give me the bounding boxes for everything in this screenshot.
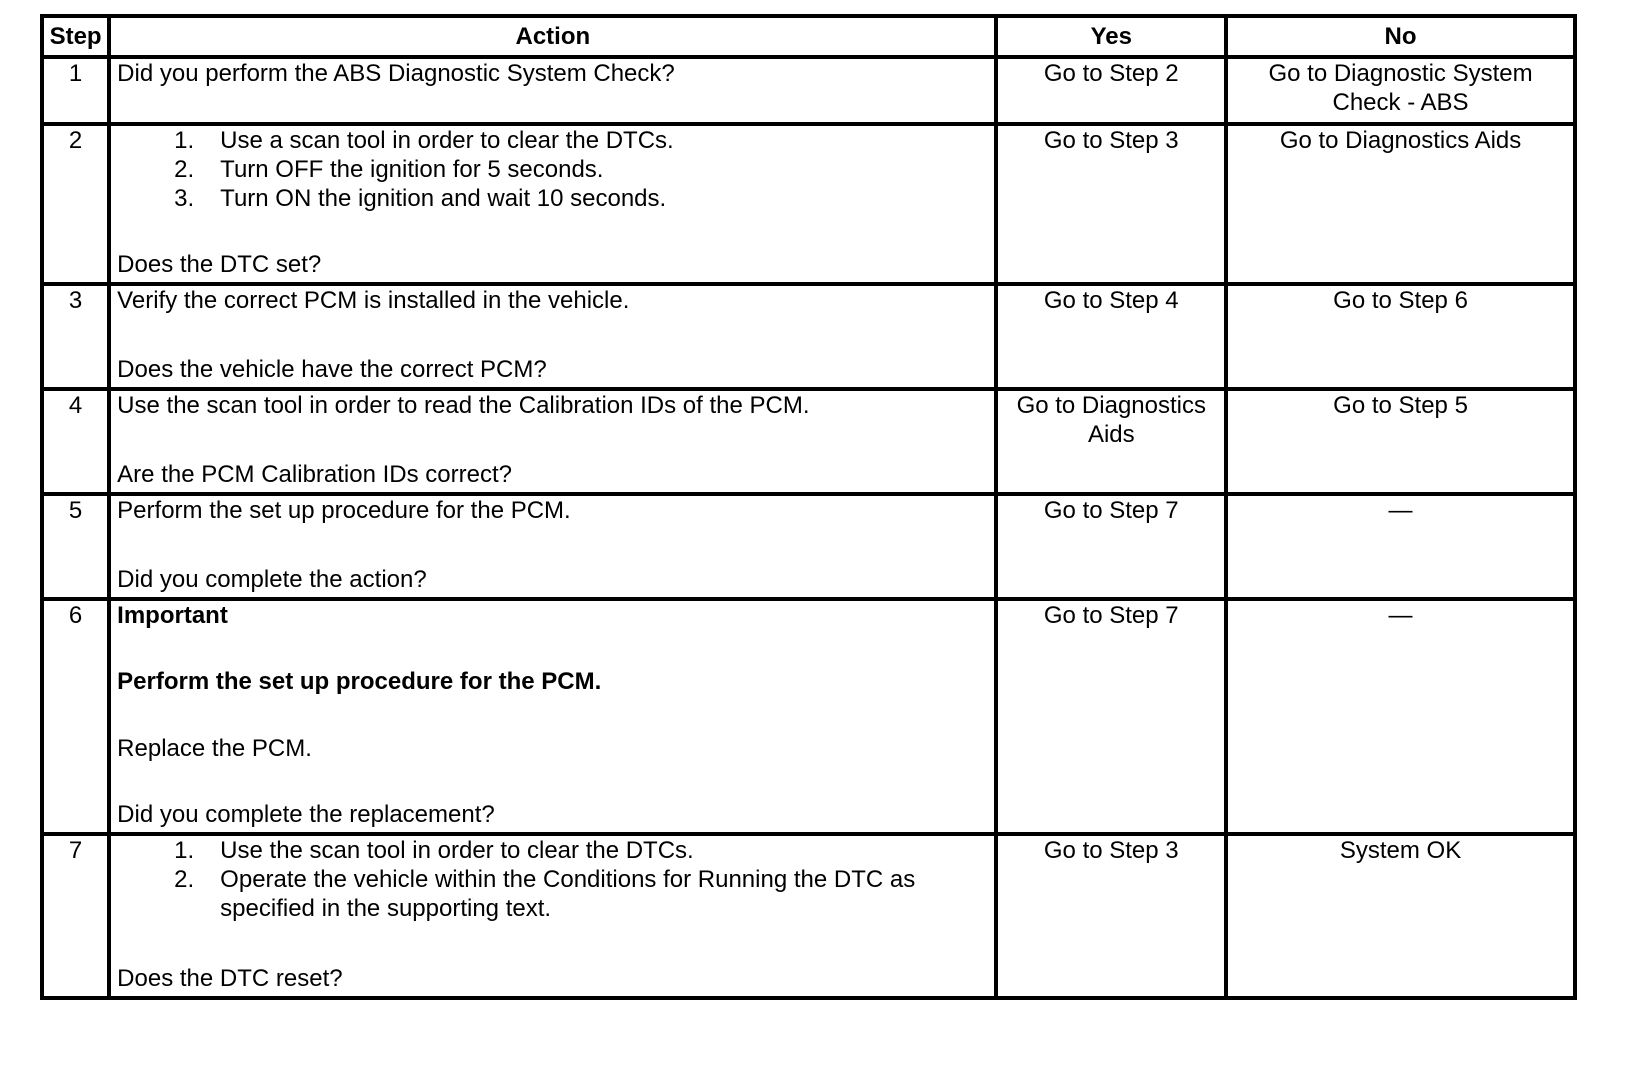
yes-cell: Go to Step 2 [996, 57, 1226, 124]
important-label: Important [117, 602, 228, 629]
list-item: 3. Turn ON the ignition and wait 10 seconds. [174, 185, 667, 212]
step-number: 2 [42, 124, 109, 284]
action-cell [109, 284, 996, 389]
no-cell: — [1226, 494, 1575, 599]
action-question: Does the vehicle have the correct PCM? [117, 356, 547, 383]
action-cell [109, 57, 996, 124]
table-row [42, 599, 1575, 834]
action-cell [109, 494, 996, 599]
yes-cell: Go to Step 4 [996, 284, 1226, 389]
yes-cell: Go to Step 7 [996, 599, 1226, 834]
list-item: 1. Use a scan tool in order to clear the DTCs. [174, 127, 674, 154]
no-cell: Go to Diagnostic System Check - ABS [1226, 57, 1575, 124]
table-row [42, 389, 1575, 494]
table-row [42, 57, 1575, 124]
action-instruction: Perform the set up procedure for the PCM. [117, 497, 571, 524]
no-cell: Go to Diagnostics Aids [1226, 124, 1575, 284]
list-item: 2. Turn OFF the ignition for 5 seconds. [174, 156, 604, 183]
step-number: 6 [42, 599, 109, 834]
header-no: No [1226, 16, 1575, 57]
diagnostic-table [40, 14, 1577, 1000]
yes-cell: Go to Step 7 [996, 494, 1226, 599]
step-number: 7 [42, 834, 109, 998]
yes-cell: Go to Step 3 [996, 834, 1226, 998]
action-instruction: Replace the PCM. [117, 734, 312, 762]
action-instruction: Verify the correct PCM is installed in the vehicle. [117, 287, 630, 314]
action-question: Does the DTC reset? [117, 965, 343, 992]
table-row [42, 494, 1575, 599]
action-cell [109, 599, 996, 834]
action-question: Did you complete the replacement? [117, 800, 495, 828]
no-cell: Go to Step 6 [1226, 284, 1575, 389]
header-step: Step [42, 16, 109, 57]
action-cell [109, 389, 996, 494]
action-steps-list [117, 836, 988, 923]
no-cell: System OK [1226, 834, 1575, 998]
table-row [42, 124, 1575, 284]
action-question: Are the PCM Calibration IDs correct? [117, 461, 512, 488]
action-question: Did you perform the ABS Diagnostic System Check? [117, 60, 675, 87]
action-steps-list [117, 126, 988, 213]
important-text: Perform the set up procedure for the PCM. [117, 668, 602, 696]
action-cell [109, 834, 996, 998]
header-row [42, 16, 1575, 57]
step-number: 3 [42, 284, 109, 389]
no-cell: — [1226, 599, 1575, 834]
table-row [42, 834, 1575, 998]
table-row [42, 284, 1575, 389]
header-action: Action [109, 16, 996, 57]
action-cell [109, 124, 996, 284]
list-item: 2. Operate the vehicle within the Conditions for Running the DTC as specified in the supporting text. [174, 866, 916, 922]
step-number: 1 [42, 57, 109, 124]
step-number: 4 [42, 389, 109, 494]
yes-cell: Go to Diagnostics Aids [996, 389, 1226, 494]
list-item: 1. Use the scan tool in order to clear the DTCs. [174, 837, 694, 864]
action-instruction: Use the scan tool in order to read the Calibration IDs of the PCM. [117, 392, 810, 419]
yes-cell: Go to Step 3 [996, 124, 1226, 284]
action-question: Does the DTC set? [117, 251, 322, 278]
action-question: Did you complete the action? [117, 566, 427, 593]
header-yes: Yes [996, 16, 1226, 57]
step-number: 5 [42, 494, 109, 599]
no-cell: Go to Step 5 [1226, 389, 1575, 494]
